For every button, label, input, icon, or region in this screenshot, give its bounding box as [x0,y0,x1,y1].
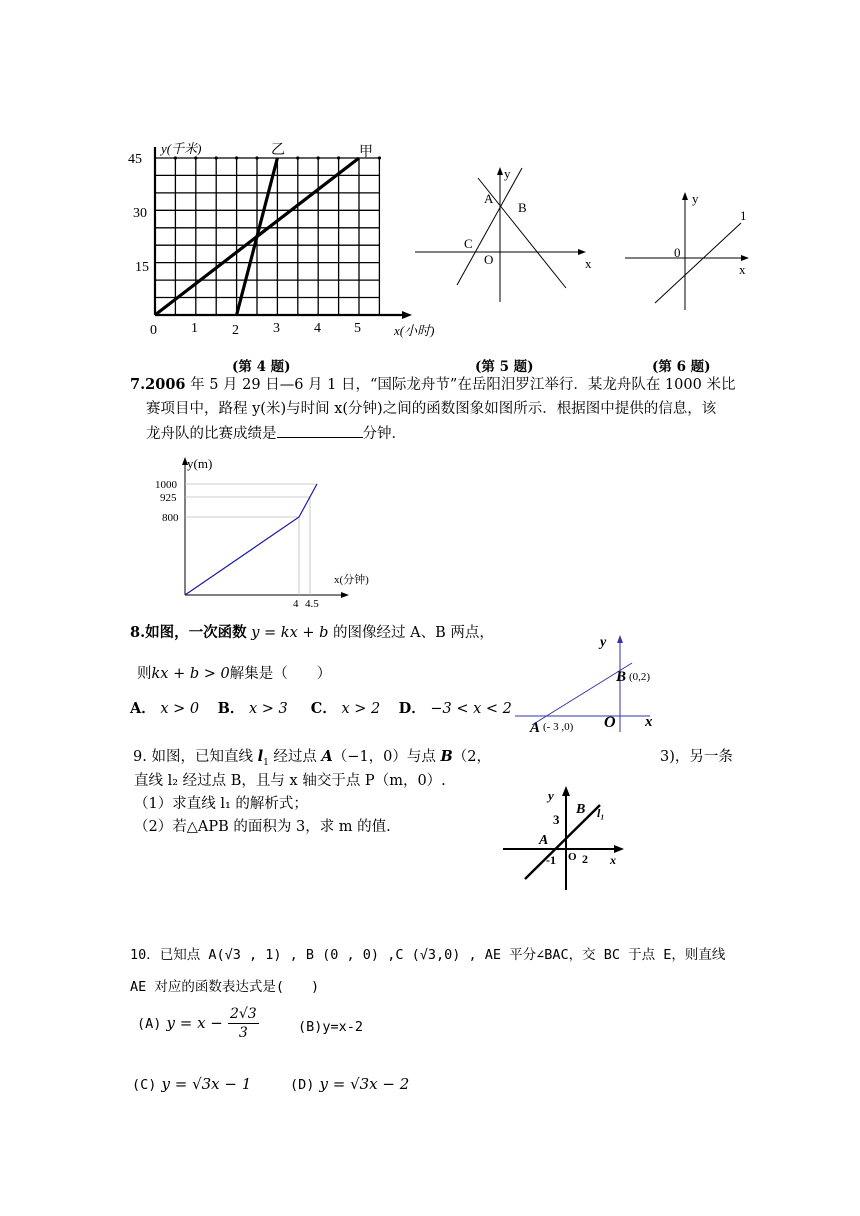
x-tick-2: 2 [232,323,239,338]
svg-text:(- 3 ,0): (- 3 ,0) [543,721,574,733]
svg-text:x: x [610,853,616,867]
figure-q5-graph [410,160,605,310]
figure-q9-graph [500,780,640,900]
svg-text:x: x [585,256,592,271]
caption-q6: (第 6 题) [652,359,711,375]
figure-q7-graph [150,452,400,612]
q8-line2: 则kx + b > 0解集是（ ） [137,666,332,682]
svg-text:4.5: 4.5 [305,598,319,610]
x-tick-5: 5 [354,321,361,336]
y-tick-45: 45 [128,152,142,167]
svg-text:A: A [530,720,541,736]
x-tick-1: 1 [191,321,198,336]
svg-text:925: 925 [160,492,177,504]
q8-options [130,698,512,720]
q8-option-b[interactable]: B． x > 3 [217,700,288,717]
svg-text:y: y [692,191,699,206]
q10-option-d[interactable]: (D) y = √3x − 2 [290,1075,410,1093]
svg-text:1000: 1000 [155,479,177,491]
svg-text:l₁: l₁ [597,806,605,820]
figure-q8-graph [510,628,670,738]
svg-text:C: C [464,236,473,251]
svg-text:x: x [739,262,746,277]
q8-option-c[interactable]: C． x > 2 [310,700,381,717]
caption-q4: (第 4 题) [232,359,291,375]
svg-text:(0,2): (0,2) [629,671,651,683]
q9-line1: 9. 如图，已知直线 $l_1$ 经过点 A（−1，0）与点 B（2， [133,748,492,768]
svg-text:y: y [548,788,554,803]
svg-text:B: B [616,669,627,685]
q10-option-c[interactable]: (C) y = √3x − 1 [132,1075,252,1093]
q8-option-d[interactable]: D． −3 < x < 2 [398,700,512,717]
svg-text:A: A [539,833,549,848]
q10-line2: AE 对应的函数表达式是( ) [130,979,320,995]
figure-q6-graph [620,185,760,315]
q7-line2: 赛项目中，路程 y(米)与时间 x(分钟)之间的函数图象如图所示．根据图中提供的信息，该 [146,401,717,417]
svg-text:x: x [645,714,653,730]
y-axis-label: y(千米) [161,141,202,156]
x-tick-0: 0 [150,323,157,338]
svg-text:800: 800 [162,512,179,524]
q9-line1-end: 3)，另一条 [660,749,733,765]
q8-stem: 8.如图，一次函数 y = kx + b 的图像经过 A、B 两点， [130,624,494,641]
svg-text:x(分钟): x(分钟) [334,574,369,586]
figure-q4-graph [120,135,450,345]
svg-text:B: B [576,802,586,817]
svg-text:2: 2 [582,852,588,866]
x-axis-label: x(小时) [394,323,435,338]
svg-text:3: 3 [553,812,560,827]
y-tick-30: 30 [133,206,147,221]
svg-text:4: 4 [293,598,299,610]
q10-option-b[interactable]: (B)y=x-2 [298,1019,364,1035]
q7-line3: 龙舟队的比赛成绩是 分钟． [146,422,406,445]
svg-text:O: O [568,851,577,863]
q7-answer-blank[interactable] [277,422,363,438]
svg-text:y: y [504,166,511,181]
caption-q5: (第 5 题) [475,359,534,375]
svg-text:0: 0 [674,245,681,260]
q7-line1: 7.2006 年 5 月 29 日—6 月 1 日，“国际龙舟节”在岳阳汨罗江举行．某龙舟队在 1000 米比 [130,376,736,393]
svg-text:y(m): y(m) [187,456,213,471]
y-tick-15: 15 [135,260,149,275]
x-tick-4: 4 [314,321,321,336]
q8-option-a[interactable]: A． x > 0 [130,700,200,717]
x-tick-3: 3 [273,321,280,336]
q10-line1: 10．已知点 A(√3 , 1) , B (0 , 0) ,C (√3,0) , AE 平分∠BAC，交 BC 于点 E，则直线 [130,947,726,963]
svg-text:O: O [484,252,494,267]
svg-text:B: B [518,200,527,215]
svg-text:O: O [604,714,616,731]
q9-sub1: （1）求直线 l₁ 的解析式； [134,796,308,812]
svg-text:-1: -1 [546,853,556,867]
q9-line2: 直线 l₂ 经过点 B，且与 x 轴交于点 P（m，0）. [134,773,446,789]
svg-text:A: A [484,191,494,206]
label-jia: 甲 [359,145,373,160]
svg-text:y: y [600,635,607,650]
label-yi: 乙 [271,143,285,158]
q10-option-a[interactable]: (A) y = x − $\frac{2√3}{3}$ [137,1006,257,1041]
q9-sub2: （2）若△APB 的面积为 3，求 m 的值. [134,819,391,835]
svg-text:1: 1 [740,208,747,223]
